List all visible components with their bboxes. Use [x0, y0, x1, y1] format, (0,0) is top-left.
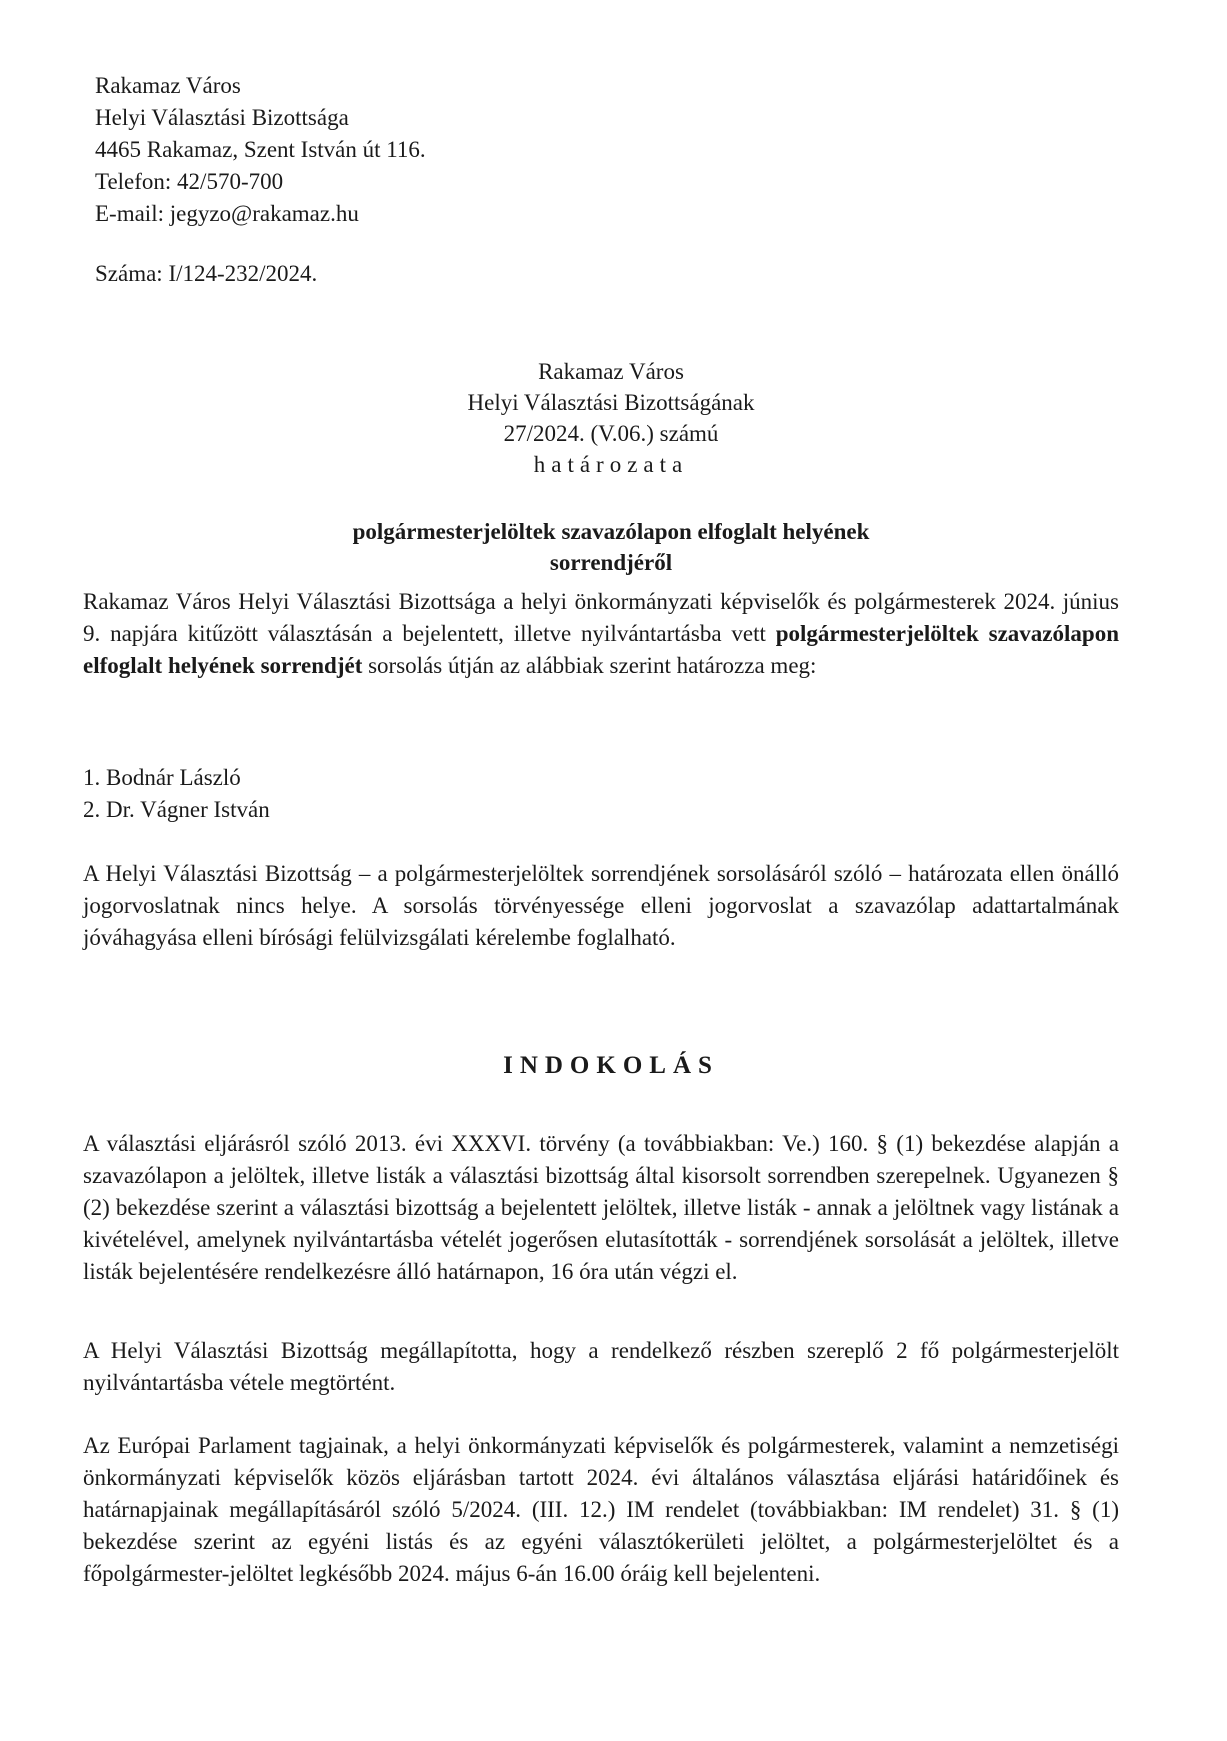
title-number: 27/2024. (V.06.) számú: [503, 421, 719, 446]
issuer-phone: Telefon: 42/570-700: [95, 169, 284, 194]
reasoning-heading: INDOKOLÁS: [503, 1052, 719, 1079]
issuer-email: E-mail: jegyzo@rakamaz.hu: [95, 201, 359, 226]
title-resolution-word: határozata: [533, 452, 689, 477]
resolution-subject: [200, 516, 1022, 578]
resolution-title-block: [300, 356, 922, 480]
intro-text-start: Rakamaz Város Helyi Választási Bizottsága a helyi önkormányzati képviselők és polgármesterek 2024. június 9. napjára kitűzött választásán a bejelentett, illetve nyilvántartásba vett: [83, 589, 1119, 646]
list-item: 2. Dr. Vágner István: [83, 797, 270, 822]
intro-paragraph: [83, 586, 1119, 682]
candidate-list: [83, 762, 270, 826]
issuer-committee: Helyi Választási Bizottsága: [95, 105, 349, 130]
reference-number: Száma: I/124-232/2024.: [95, 261, 318, 286]
issuer-city: Rakamaz Város: [95, 73, 241, 98]
intro-bold-text: polgármesterjelöltek szavazólapon elfoglalt helyének sorrendjét: [83, 621, 1119, 678]
subject-line-1: polgármesterjelöltek szavazólapon elfoglalt helyének: [352, 519, 870, 544]
reasoning-paragraph-1: A választási eljárásról szóló 2013. évi XXXVI. törvény (a továbbiakban: Ve.) 160. § (1) bekezdése alapján a szavazólapon a jelöltek, illetve listák a választási bizottság által kisorsolt sorrendben szerepelnek. Ugyanezen § (2) bekezdése szerint a választási bizottság a bejelentett jelöltek, illetve listák - annak a jelöltnek vagy listának a kivételével, amelynek nyilvántartásba vételét jogerősen elutasították - sorrendjének sorsolását a jelöltek, illetve listák bejelentésére rendelkezésre álló határnapon, 16 óra után végzi el.: [83, 1131, 1119, 1284]
subject-line-2: sorrendjéről: [549, 550, 673, 575]
reasoning-paragraph-3: Az Európai Parlament tagjainak, a helyi önkormányzati képviselők és polgármesterek, valamint a nemzetiségi önkormányzati képviselők közös eljárásban tartott 2024. évi általános választása eljárási határidőinek és határnapjainak megállapításáról szóló 5/2024. (III. 12.) IM rendelet (továbbiakban: IM rendelet) 31. § (1) bekezdése szerint az egyéni listás és az egyéni választókerületi jelöltet, a polgármesterjelöltet és a főpolgármester-jelöltet legkésőbb 2024. május 6-án 16.00 óráig kell bejelenteni.: [83, 1433, 1119, 1586]
issuer-address: 4465 Rakamaz, Szent István út 116.: [95, 137, 426, 162]
reasoning-paragraph-2: A Helyi Választási Bizottság megállapította, hogy a rendelkező részben szereplő 2 fő polgármesterjelölt nyilvántartásba vétele megtörtént.: [83, 1338, 1119, 1395]
intro-text-end: sorsolás útján az alábbiak szerint határozza meg:: [362, 653, 817, 678]
title-committee: Helyi Választási Bizottságának: [467, 390, 755, 415]
issuer-header: [95, 70, 426, 230]
remedy-paragraph: A Helyi Választási Bizottság – a polgármesterjelöltek sorrendjének sorsolásáról szóló – határozata ellen önálló jogorvoslatnak nincs helye. A sorsolás törvényessége elleni jogorvoslat a szavazólap adattartalmának jóváhagyása elleni bírósági felülvizsgálati kérelembe foglalható.: [83, 861, 1119, 950]
list-item: 1. Bodnár László: [83, 765, 241, 790]
title-city: Rakamaz Város: [538, 359, 684, 384]
